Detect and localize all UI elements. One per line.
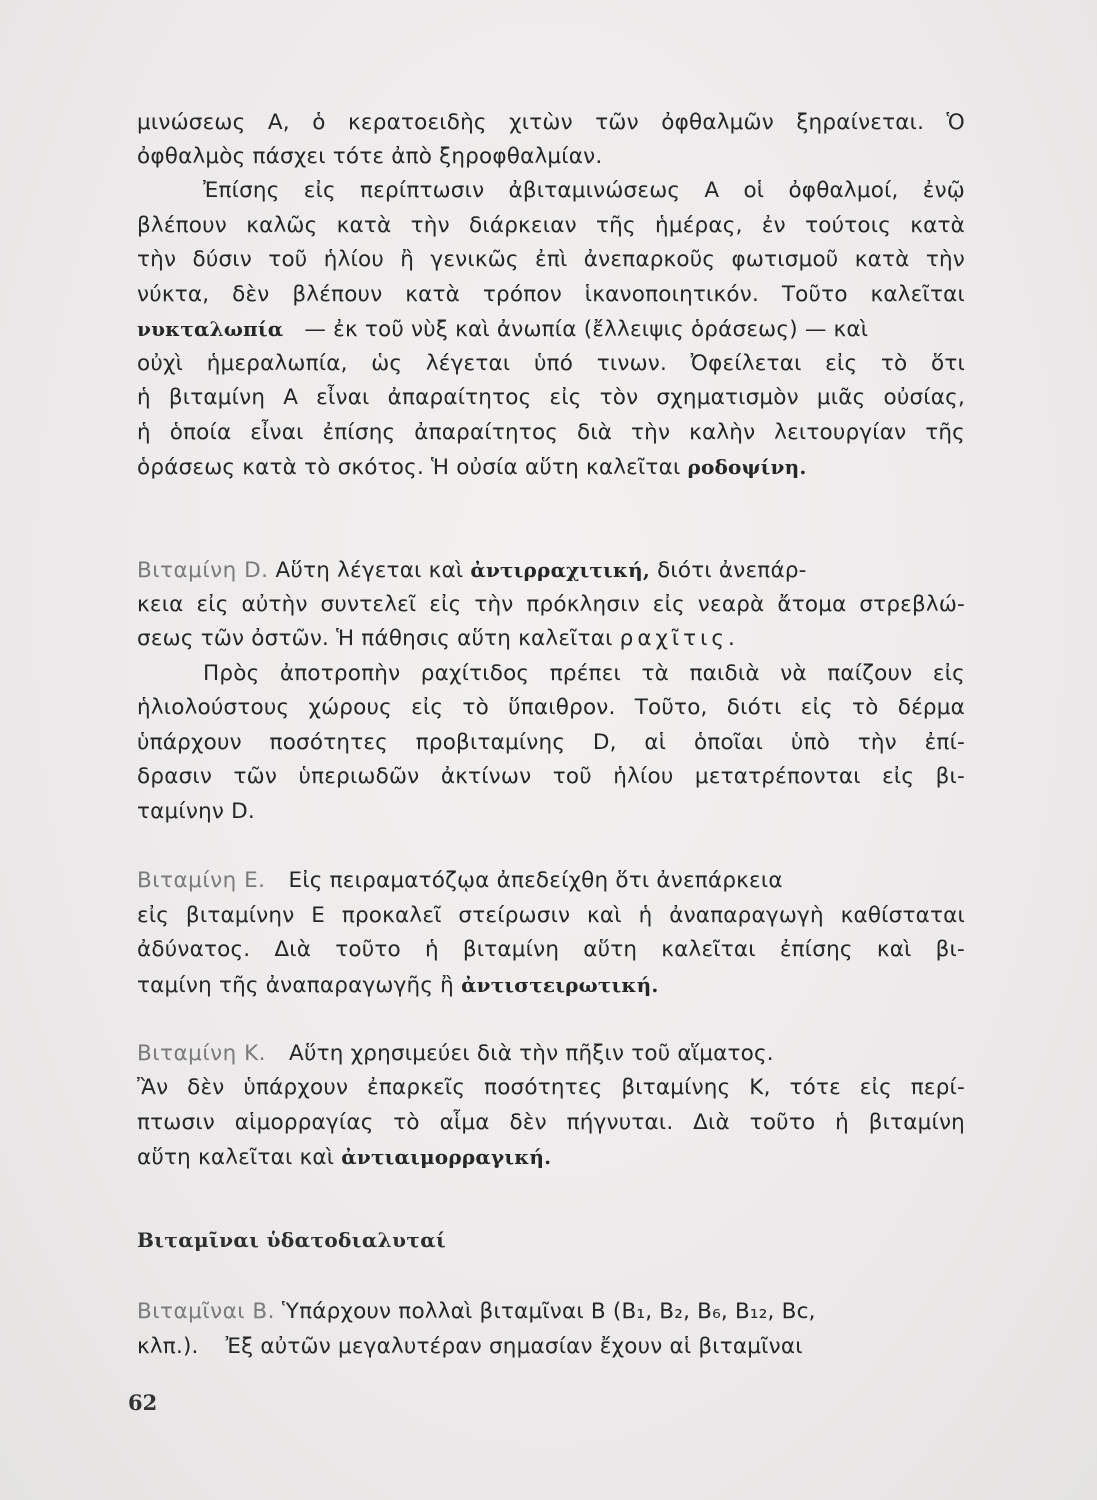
page-number: 62 [128, 1390, 158, 1415]
text-line: ταμίνην D. [137, 799, 255, 824]
text-run: Αὕτη λέγεται καὶ [275, 558, 464, 583]
term-rhodopsin: ροδοψίνη. [687, 455, 807, 479]
text-run: Αὕτη χρησιμεύει διὰ τὴν πῆξιν τοῦ αἵματος. [289, 1041, 774, 1066]
text-line: Πρὸς ἀποτροπὴν ραχίτιδος πρέπει τὰ παιδιὰ νὰ παίζουν εἰς [203, 661, 965, 686]
text-line: τὴν δύσιν τοῦ ἡλίου ἢ γενικῶς ἐπὶ ἀνεπαρκοῦς φωτισμοῦ κατὰ τὴν [137, 247, 965, 272]
text-line [137, 1297, 965, 1327]
text-run: Εἰς πειραματόζῳα ἀπεδείχθη ὅτι ἀνεπάρκεια [288, 868, 783, 893]
text-run: σεως τῶν ὀστῶν. Ἡ πάθησις αὕτη καλεῖται [137, 626, 613, 651]
text-line: Ἂν δὲν ὑπάρχουν ἐπαρκεῖς ποσότητες βιταμίνης Κ, τότε εἰς περί- [137, 1075, 965, 1100]
text-line [137, 866, 965, 896]
heading-vitamin-d: Βιταμίνη D. [137, 558, 269, 583]
text-run: διότι ἀνεπάρ- [657, 558, 807, 583]
term-nyktalopia: νυκταλωπία [137, 317, 284, 341]
text-line: ἡ βιταμίνη Α εἶναι ἀπαραίτητος εἰς τὸν σχηματισμὸν μιᾶς οὐσίας, [137, 385, 965, 410]
text-line: ὀφθαλμὸς πάσχει τότε ἀπὸ ξηροφθαλμίαν. [137, 144, 603, 169]
heading-vitamin-b: Βιταμῖναι Β. [137, 1299, 275, 1324]
text-line: ὑπάρχουν ποσότητες προβιταμίνης D, αἱ ὁποῖαι ὑπὸ τὴν ἐπί- [137, 730, 965, 755]
text-line [137, 555, 965, 586]
text-line [137, 314, 965, 345]
text-run: ταμίνη τῆς ἀναπαραγωγῆς ἢ [137, 973, 455, 998]
text-line: οὐχὶ ἡμεραλωπία, ὡς λέγεται ὑπό τινων. Ὀφείλεται εἰς τὸ ὅτι [137, 351, 965, 376]
text-line: ἀδύνατος. Διὰ τοῦτο ἡ βιταμίνη αὕτη καλεῖται ἐπίσης καὶ βι- [137, 937, 965, 962]
text-line [137, 970, 965, 1001]
section-title: Βιταμῖναι ὑδατοδιαλυταί [137, 1228, 447, 1252]
text-line: Ἐπίσης εἰς περίπτωσιν ἀβιταμινώσεως Α οἱ ὀφθαλμοί, ἐνῷ [203, 178, 965, 203]
text-line: νύκτα, δὲν βλέπουν κατὰ τρόπον ἱκανοποιητικόν. Τοῦτο καλεῖται [137, 282, 965, 307]
text-run: Ἐξ αὐτῶν μεγαλυτέραν σημασίαν ἔχουν αἱ βιταμῖναι [225, 1334, 803, 1359]
text-line [137, 624, 965, 654]
text-run: — ἐκ τοῦ νὺξ καὶ ἀνωπία (ἔλλειψις ὁράσεως) — καὶ [304, 317, 869, 342]
text-run: ὁράσεως κατὰ τὸ σκότος. Ἡ οὐσία αὕτη καλεῖται [137, 455, 681, 480]
text-line: κεια εἰς αὐτὴν συντελεῖ εἰς τὴν πρόκλησιν εἰς νεαρὰ ἄτομα στρεβλώ- [137, 592, 965, 617]
text-line [137, 1142, 965, 1173]
text-line: δρασιν τῶν ὑπεριωδῶν ἀκτίνων τοῦ ἡλίου μετατρέπονται εἰς βι- [137, 764, 965, 789]
text-line: μινώσεως Α, ὁ κερατοειδὴς χιτὼν τῶν ὀφθαλμῶν ξηραίνεται. Ὁ [137, 110, 965, 135]
text-line: ἡλιολούστους χώρους εἰς τὸ ὕπαιθρον. Τοῦτο, διότι εἰς τὸ δέρμα [137, 695, 965, 720]
text-line: ἡ ὁποία εἶναι ἐπίσης ἀπαραίτητος διὰ τὴν καλὴν λειτουργίαν τῆς [137, 420, 965, 445]
term-antihemorrhagic: ἀντιαιμορραγική. [341, 1145, 552, 1169]
text-line [137, 1332, 965, 1362]
text-run: αὕτη καλεῖται καὶ [137, 1145, 335, 1170]
heading-vitamin-k: Βιταμίνη Κ. [137, 1041, 266, 1066]
term-antirachitic: ἀντιρραχιτική, [470, 558, 651, 582]
text-line: βλέπουν καλῶς κατὰ τὴν διάρκειαν τῆς ἡμέρας, ἐν τούτοις κατὰ [137, 213, 965, 238]
text-line: εἰς βιταμίνην Ε προκαλεῖ στείρωσιν καὶ ἡ ἀναπαραγωγὴ καθίσταται [137, 903, 965, 928]
text-run: κλπ.). [137, 1334, 199, 1359]
text-line: πτωσιν αἱμορραγίας τὸ αἷμα δὲν πήγνυται. Διὰ τοῦτο ἡ βιταμίνη [137, 1110, 965, 1135]
heading-vitamin-e: Βιταμίνη Ε. [137, 868, 266, 893]
text-line [137, 1039, 965, 1069]
text-run: Ὑπάρχουν πολλαὶ βιταμῖναι Β (Β₁, Β₂, Β₆, Β₁₂, Βc, [282, 1299, 816, 1324]
term-rickets: ραχῖτις. [619, 626, 739, 651]
text-line [137, 452, 965, 483]
term-antisterility: ἀντιστειρωτική. [461, 973, 659, 997]
